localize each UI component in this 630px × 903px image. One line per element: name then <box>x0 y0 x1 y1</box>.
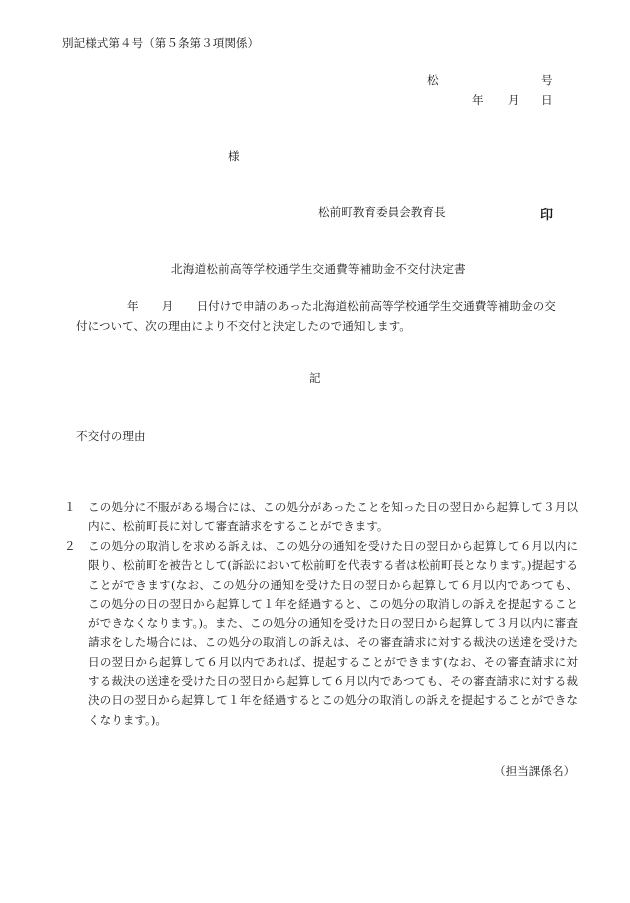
note-text: この処分の取消しを求める訴えは、この処分の通知を受けた日の翌日から起算して６月以内に限り、松前町を被告として(訴訟において松前町を代表する者は松前町長となります。)提起することができます(なお、この処分の通知を受けた日の翌日から起算して６月以内であつても、この処分の日の翌日から起算して１年を経過すると、この処分の取消しの訴えを提起することができなくなります。)。また、この処分の通知を受けた日の翌日から起算して３月以内に審査請求をした場合には、この処分の取消しの訴えは、その審査請求に対する裁決の送達を受けた日の翌日から起算して６月以内であれば、提起することができます(なお、その審査請求に対する裁決の送達を受けた日の翌日から起算して６月以内であつても、その審査請求に対する裁決の日の翌日から起算して１年を経過するとこの処分の取消しの訴えを提起することができなくなります。)。 <box>88 539 578 727</box>
addressee-suffix: 様 <box>228 149 240 163</box>
note-text: この処分に不服がある場合には、この処分があったことを知った日の翌日から起算して３月以内に、松前町長に対して審査請求をすることができます。 <box>88 500 578 534</box>
reason-label: 不交付の理由 <box>76 429 146 443</box>
form-number: 別記様式第４号（第５条第３項関係） <box>62 36 260 50</box>
note-number: ２ <box>64 539 76 553</box>
issuer-name: 松前町教育委員会教育長 <box>318 205 446 219</box>
contact-section-label: （担当課係名） <box>494 764 576 778</box>
seal-mark: 印 <box>540 208 554 223</box>
note-item <box>64 537 578 730</box>
body-text-line-1: 年 月 日付けで申請のあった北海道松前高等学校通学生交通費等補助金の交 <box>127 299 556 313</box>
document-number-suffix: 号 <box>541 73 553 87</box>
ki-heading: 記 <box>309 371 321 385</box>
note-item <box>64 498 578 537</box>
date-year-label: 年 <box>472 93 484 107</box>
note-number: １ <box>64 500 76 514</box>
body-text-line-2: 付について、次の理由により不交付と決定したので通知します。 <box>76 319 411 333</box>
document-number-prefix: 松 <box>427 73 439 87</box>
date-day-label: 日 <box>541 93 553 107</box>
document-title: 北海道松前高等学校通学生交通費等補助金不交付決定書 <box>171 262 466 276</box>
date-month-label: 月 <box>508 93 520 107</box>
